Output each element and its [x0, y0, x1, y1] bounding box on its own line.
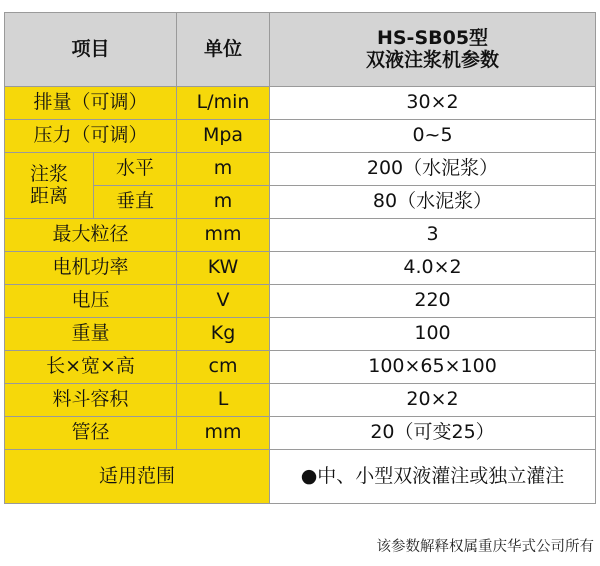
table-row — [5, 120, 596, 153]
group-label — [5, 153, 94, 219]
row-unit: m — [177, 153, 270, 186]
row-value: 4.0×2 — [270, 252, 596, 285]
row-value: 100 — [270, 318, 596, 351]
row-item: 电机功率 — [5, 252, 177, 285]
row-item: 压力（可调） — [5, 120, 177, 153]
footnote: 该参数解释权属重庆华式公司所有 — [376, 539, 594, 555]
spec-table — [4, 12, 596, 504]
row-item: 排量（可调） — [5, 87, 177, 120]
row-subitem: 水平 — [94, 153, 177, 186]
row-unit: Mpa — [177, 120, 270, 153]
table-row — [5, 153, 596, 186]
header-row — [5, 13, 596, 87]
row-value: 80（水泥浆） — [270, 186, 596, 219]
row-value: 3 — [270, 219, 596, 252]
table-row — [5, 384, 596, 417]
row-item: 长×宽×高 — [5, 351, 177, 384]
row-value: 200（水泥浆） — [270, 153, 596, 186]
row-item: 料斗容积 — [5, 384, 177, 417]
row-unit: V — [177, 285, 270, 318]
header-model — [270, 13, 596, 87]
row-subitem: 垂直 — [94, 186, 177, 219]
row-value: 0~5 — [270, 120, 596, 153]
table-row — [5, 186, 596, 219]
row-item: 管径 — [5, 417, 177, 450]
row-value: 220 — [270, 285, 596, 318]
row-value: 100×65×100 — [270, 351, 596, 384]
row-value: ●中、小型双液灌注或独立灌注 — [270, 450, 596, 504]
row-item: 重量 — [5, 318, 177, 351]
row-unit: m — [177, 186, 270, 219]
group-label-line2: 距离 — [29, 184, 68, 207]
row-value: 20×2 — [270, 384, 596, 417]
table-row — [5, 450, 596, 504]
row-item: 电压 — [5, 285, 177, 318]
table-row — [5, 252, 596, 285]
row-unit: cm — [177, 351, 270, 384]
table-row — [5, 87, 596, 120]
header-item: 项目 — [5, 13, 177, 87]
row-unit: Kg — [177, 318, 270, 351]
group-label-line1: 注浆 — [29, 162, 68, 185]
table-row — [5, 285, 596, 318]
header-model-line1: HS-SB05型 — [376, 26, 489, 49]
row-item: 最大粒径 — [5, 219, 177, 252]
row-value: 20（可变25） — [270, 417, 596, 450]
row-unit: L — [177, 384, 270, 417]
row-unit: mm — [177, 417, 270, 450]
table-row — [5, 417, 596, 450]
row-unit: L/min — [177, 87, 270, 120]
table-row — [5, 318, 596, 351]
row-value: 30×2 — [270, 87, 596, 120]
header-model-line2: 双液注浆机参数 — [366, 48, 500, 71]
row-item: 适用范围 — [5, 450, 270, 504]
row-unit: mm — [177, 219, 270, 252]
table-row — [5, 219, 596, 252]
table-row — [5, 351, 596, 384]
header-unit: 单位 — [177, 13, 270, 87]
row-unit: KW — [177, 252, 270, 285]
